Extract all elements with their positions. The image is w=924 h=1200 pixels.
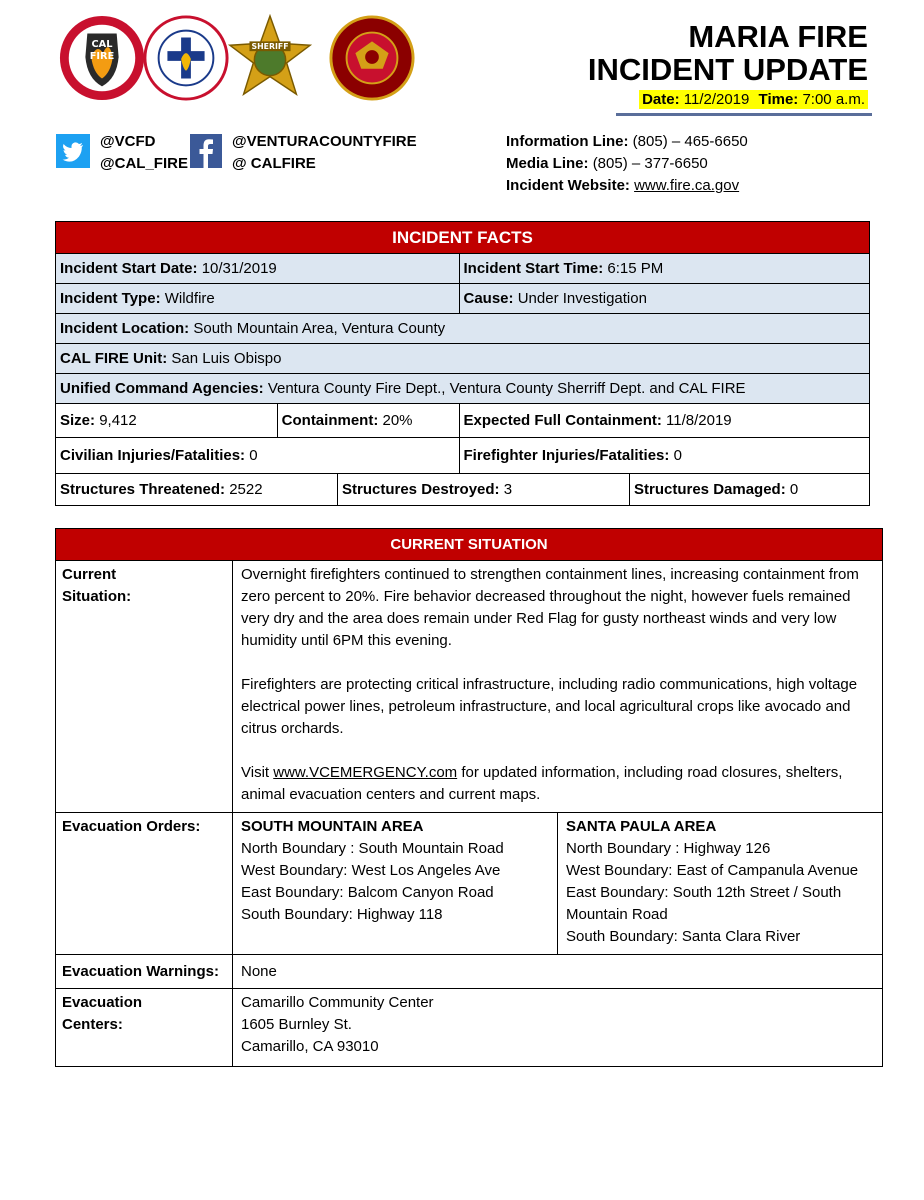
media-line — [506, 153, 748, 175]
evacuation-warnings-label: Evacuation Warnings: — [56, 955, 233, 989]
size-value: 9,412 — [99, 412, 137, 429]
calfire-logo — [58, 14, 146, 102]
containment-cell — [277, 404, 459, 438]
south-mountain-north: North Boundary : South Mountain Road — [241, 840, 504, 857]
containment-value: 20% — [382, 412, 413, 429]
calfire-unit-value: San Luis Obispo — [171, 350, 282, 367]
situation-heading: CURRENT SITUATION — [56, 529, 883, 561]
incident-type-cell — [56, 284, 460, 314]
title-divider — [616, 113, 872, 116]
facts-row-start — [56, 254, 870, 284]
structures-damaged-value: 0 — [789, 481, 799, 498]
current-situation-label-2: Situation: — [62, 588, 132, 605]
size-label: Size: — [60, 412, 96, 429]
facebook-handle-vcfire[interactable]: @VENTURACOUNTYFIRE — [232, 133, 417, 150]
title-line-1: MARIA FIRE — [688, 19, 868, 54]
agencies-cell — [56, 374, 870, 404]
evacuation-centers-label-2: Centers: — [62, 1016, 123, 1033]
current-situation-table — [55, 528, 883, 1067]
south-mountain-west: West Boundary: West Los Angeles Ave — [241, 862, 501, 879]
current-situation-text — [233, 561, 883, 813]
structures-destroyed — [338, 474, 630, 505]
start-time-value: 6:15 PM — [607, 260, 664, 277]
facts-row-unit — [56, 344, 870, 374]
start-date-label: Incident Start Date: — [60, 260, 198, 277]
situation-row-current — [56, 561, 883, 813]
start-date-cell — [56, 254, 460, 284]
current-situation-label — [56, 561, 233, 813]
structures-damaged-label: Structures Damaged: — [634, 481, 786, 498]
expected-containment-label: Expected Full Containment: — [463, 412, 662, 429]
situation-paragraph-3 — [241, 762, 874, 806]
evacuation-orders-cell — [233, 813, 883, 955]
incident-type-value: Wildfire — [164, 290, 215, 307]
south-mountain-south: South Boundary: Highway 118 — [241, 906, 443, 923]
santa-paula-north: North Boundary : Highway 126 — [566, 840, 771, 857]
firefighter-injuries-value: 0 — [673, 447, 682, 464]
incident-location-cell — [56, 314, 870, 344]
evacuation-centers-label-1: Evacuation — [62, 994, 143, 1011]
santa-paula-south: South Boundary: Santa Clara River — [566, 928, 801, 945]
title-line-2: INCIDENT UPDATE — [587, 52, 868, 87]
website-link[interactable]: www.fire.ca.gov — [634, 177, 740, 194]
structures-destroyed-value: 3 — [503, 481, 513, 498]
start-date-value: 10/31/2019 — [201, 260, 277, 277]
santa-paula-west: West Boundary: East of Campanula Avenue — [566, 862, 859, 879]
sheriff-logo-text: SHERIFF — [251, 42, 289, 52]
agencies-value: Ventura County Fire Dept., Ventura County Sherriff Dept. and CAL FIRE — [267, 380, 746, 397]
santa-paula-east: East Boundary: South 12th Street / South Mountain Road — [566, 884, 842, 923]
twitter-handle-calfire[interactable]: @CAL_FIRE — [100, 155, 188, 172]
structures-threatened-value: 2522 — [229, 481, 263, 498]
size-cell — [56, 404, 278, 438]
structures-destroyed-label: Structures Destroyed: — [342, 481, 500, 498]
calfire-unit-cell — [56, 344, 870, 374]
incident-facts-table — [55, 221, 870, 506]
agencies-label: Unified Command Agencies: — [60, 380, 264, 397]
incident-facts-heading: INCIDENT FACTS — [56, 222, 870, 254]
document-title — [588, 20, 868, 86]
incident-location-label: Incident Location: — [60, 320, 190, 337]
twitter-icon[interactable] — [56, 134, 90, 168]
situation-row-warnings — [56, 955, 883, 989]
structures-cell — [56, 474, 870, 506]
evacuation-center-city: Camarillo, CA 93010 — [241, 1038, 379, 1055]
time-label: Time: — [758, 91, 799, 108]
date-label: Date: — [642, 91, 680, 108]
evacuation-centers-label — [56, 989, 233, 1067]
incident-facts-header — [56, 222, 870, 254]
media-line-label: Media Line: — [506, 155, 589, 172]
incident-website — [506, 175, 748, 197]
evacuation-center-name: Camarillo Community Center — [241, 994, 434, 1011]
facts-row-structures — [56, 474, 870, 506]
civilian-injuries-label: Civilian Injuries/Fatalities: — [60, 447, 246, 464]
para3-suffix: for updated information, including road closures, shelters, animal evacuation centers and current maps. — [241, 764, 843, 803]
evacuation-orders-label: Evacuation Orders: — [56, 813, 233, 955]
structures-threatened-label: Structures Threatened: — [60, 481, 226, 498]
current-situation-label-1: Current — [62, 566, 117, 583]
info-line-label: Information Line: — [506, 133, 629, 150]
cause-value: Under Investigation — [517, 290, 647, 307]
civilian-injuries-value: 0 — [249, 447, 258, 464]
facts-row-size — [56, 404, 870, 438]
situation-paragraph-1: Overnight firefighters continued to strengthen containment lines, increasing containment from zero percent to 20%. Fire behavior decreased throughout the night, however fuels remained very dry and the area does remain under Red Flag for gusty northeast winds and very low humidity until 6PM this evening. — [241, 566, 859, 649]
structures-damaged — [630, 474, 869, 505]
facts-row-agencies — [56, 374, 870, 404]
facts-row-location — [56, 314, 870, 344]
start-time-label: Incident Start Time: — [463, 260, 604, 277]
santa-paula-area-title: SANTA PAULA AREA — [566, 818, 717, 835]
firefighter-injuries-label: Firefighter Injuries/Fatalities: — [463, 447, 670, 464]
oes-logo — [328, 14, 416, 102]
vcemergency-link[interactable]: www.VCEMERGENCY.com — [273, 764, 458, 781]
facts-row-injuries — [56, 438, 870, 474]
structures-threatened — [56, 474, 338, 505]
date-value: 11/2/2019 — [683, 91, 750, 108]
website-label: Incident Website: — [506, 177, 630, 194]
situation-paragraph-2: Firefighters are protecting critical infrastructure, including radio communications, high voltage electrical power lines, petroleum infrastructure, and local agricultural crops like avocado and citrus orchards. — [241, 676, 858, 737]
civilian-injuries-cell — [56, 438, 460, 474]
south-mountain-area — [233, 813, 557, 954]
evacuation-centers-value — [233, 989, 883, 1067]
situation-row-centers — [56, 989, 883, 1067]
contact-info — [506, 131, 748, 197]
incident-type-label: Incident Type: — [60, 290, 161, 307]
time-value: 7:00 a.m. — [802, 91, 865, 108]
media-line-value: (805) – 377-6650 — [592, 155, 708, 172]
para3-prefix: Visit — [241, 764, 274, 781]
update-date-time — [639, 90, 868, 109]
evacuation-center-street: 1605 Burnley St. — [241, 1016, 352, 1033]
calfire-logo-text2: FIRE — [89, 50, 115, 62]
info-line-value: (805) – 465-6650 — [632, 133, 748, 150]
evacuation-warnings-value: None — [233, 955, 883, 989]
santa-paula-area — [557, 813, 882, 954]
south-mountain-area-title: SOUTH MOUNTAIN AREA — [241, 818, 424, 835]
situation-row-orders — [56, 813, 883, 955]
cause-label: Cause: — [463, 290, 514, 307]
facebook-handle-calfire[interactable]: @ CALFIRE — [232, 155, 316, 172]
sheriff-star-logo — [226, 14, 314, 102]
facts-row-type — [56, 284, 870, 314]
calfire-logo-text1: CAL — [91, 39, 113, 51]
south-mountain-east: East Boundary: Balcom Canyon Road — [241, 884, 494, 901]
expected-containment-value: 11/8/2019 — [666, 412, 732, 429]
start-time-cell — [459, 254, 870, 284]
containment-label: Containment: — [281, 412, 379, 429]
calfire-unit-label: CAL FIRE Unit: — [60, 350, 168, 367]
incident-location-value: South Mountain Area, Ventura County — [193, 320, 446, 337]
facebook-handles — [232, 131, 417, 175]
information-line — [506, 131, 748, 153]
facebook-icon[interactable] — [190, 134, 222, 168]
twitter-handles — [100, 131, 188, 175]
situation-header — [56, 529, 883, 561]
cause-cell — [459, 284, 870, 314]
expected-containment-cell — [459, 404, 870, 438]
vcfd-logo — [142, 14, 230, 102]
firefighter-injuries-cell — [459, 438, 870, 474]
twitter-handle-vcfd[interactable]: @VCFD — [100, 133, 156, 150]
